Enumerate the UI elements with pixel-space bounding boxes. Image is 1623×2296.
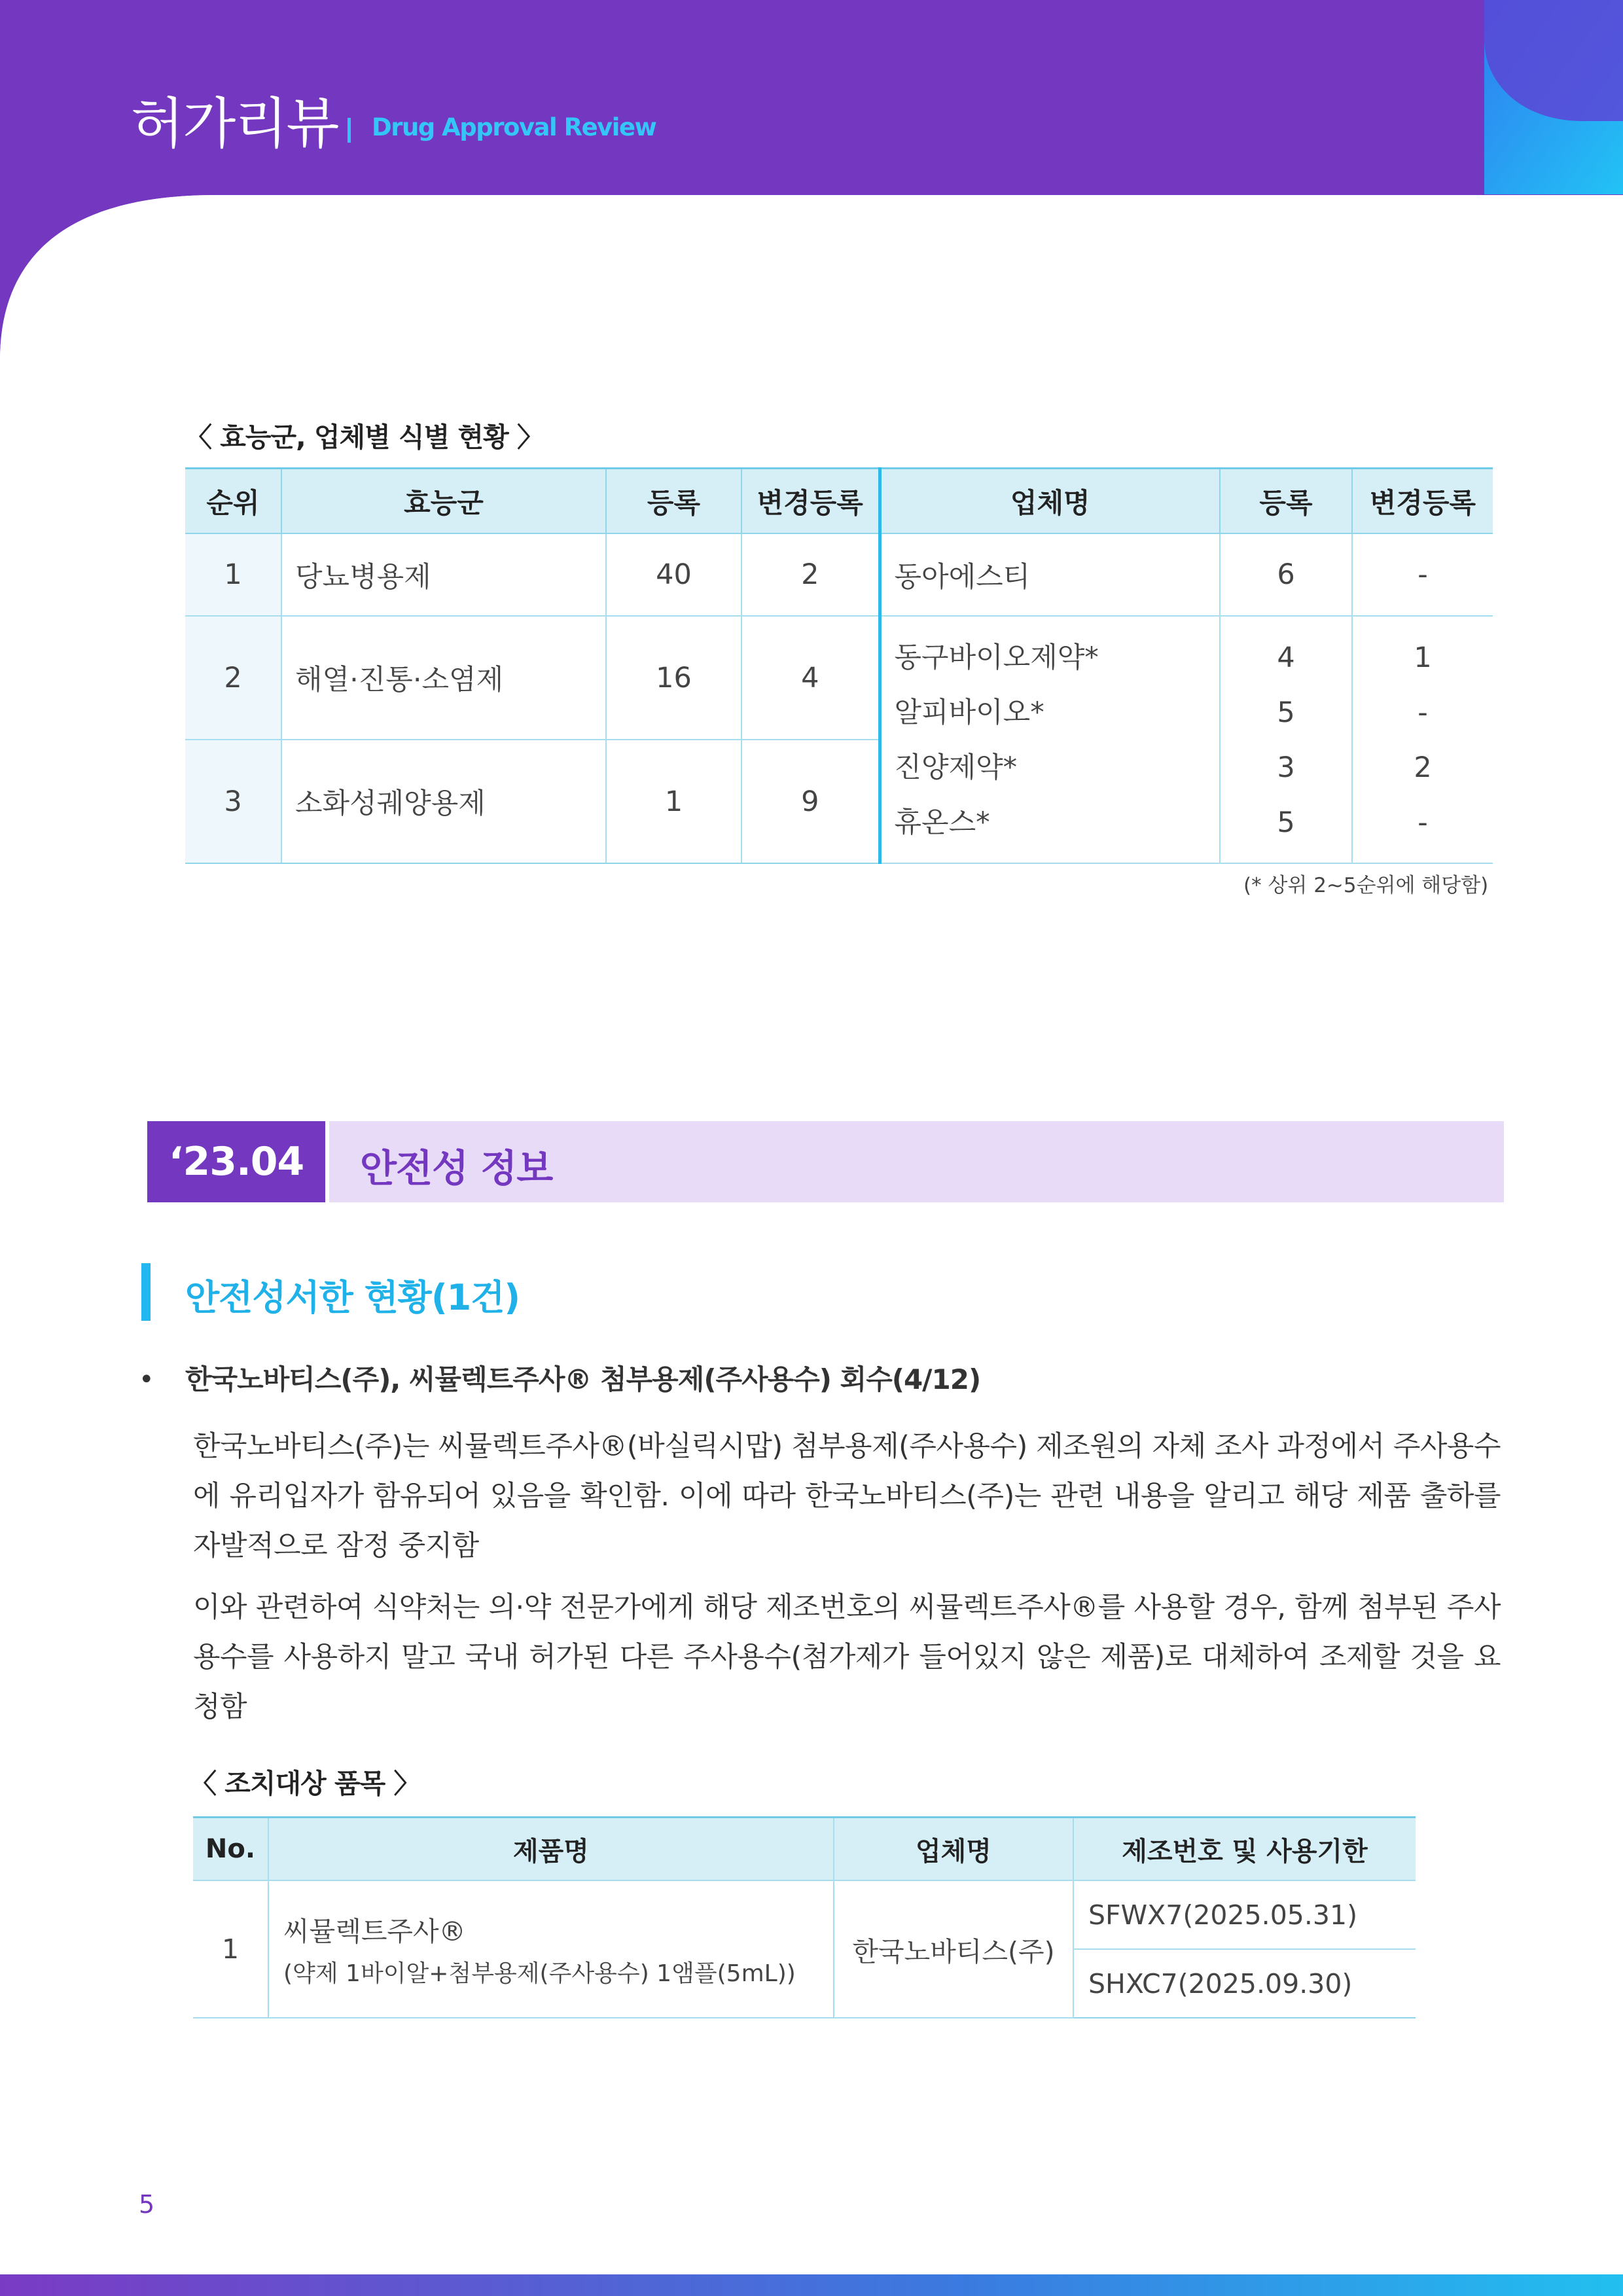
company-cell: 동아에스티 (880, 533, 1220, 616)
paragraph-2: 이와 관련하여 식약처는 의·약 전문가에게 해당 제조번호의 씨뮬렉트주사®를 사용할 경우, 함께 첨부된 주사용수를 사용하지 말고 국내 허가된 다른 주사용수(첨가제가 들어있지 않은 제품)로 대체하여 조제할 것을 요청함 (193, 1591, 1501, 1723)
reg-cell: 16 (606, 616, 741, 740)
table-row (185, 533, 1493, 616)
header-rank: 순위 (185, 469, 281, 534)
header-no: No. (193, 1818, 268, 1881)
company-change-cell: - (1352, 533, 1493, 616)
company-change: - (1418, 696, 1428, 729)
header-lot-expiry: 제조번호 및 사용기한 (1073, 1818, 1416, 1881)
group-cell: 소화성궤양용제 (281, 740, 606, 863)
header-separator (348, 118, 351, 143)
footer-gradient-bar (0, 2274, 1623, 2296)
header-product: 제품명 (268, 1818, 834, 1881)
company-reg-list-cell (1220, 616, 1352, 863)
product-name: 씨뮬렉트주사® (283, 1916, 466, 1947)
company-name: 알피바이오* (894, 696, 1044, 729)
table1-caption: 〈 효능군, 업체별 식별 현황 〉 (185, 422, 544, 453)
table1-footnote: (* 상위 2~5순위에 해당함) (1243, 874, 1489, 897)
recall-target-table (193, 1816, 1416, 2018)
product-detail: (약제 1바이알+첨부용제(주사용수) 1앰플(5mL)) (283, 1960, 796, 1987)
header-company: 업체명 (834, 1818, 1073, 1881)
company-reg: 5 (1277, 806, 1295, 839)
header-efficacy-group: 효능군 (281, 469, 606, 534)
table2-caption: 〈 조치대상 품목 〉 (190, 1768, 420, 1799)
company-reg: 4 (1277, 641, 1295, 674)
item-title: 한국노바티스(주), 씨뮬렉트주사® 첨부용제(주사용수) 회수(4/12) (185, 1363, 981, 1395)
company-list-cell (880, 616, 1220, 863)
header-registration: 등록 (606, 469, 741, 534)
company-cell: 한국노바티스(주) (834, 1880, 1073, 2018)
header-company-change-registration: 변경등록 (1352, 469, 1493, 534)
company-name: 진양제약* (894, 751, 1018, 784)
table-row (185, 616, 1493, 740)
header-corner-decoration (1484, 0, 1623, 194)
table-row (193, 1880, 1416, 1949)
company-change: - (1418, 806, 1428, 839)
change-cell: 4 (741, 616, 880, 740)
section-title: 안전성 정보 (360, 1146, 553, 1191)
no-cell: 1 (193, 1880, 268, 2018)
reg-cell: 40 (606, 533, 741, 616)
header-curve (0, 190, 1623, 360)
company-reg: 5 (1277, 696, 1295, 729)
change-cell: 9 (741, 740, 880, 863)
lot-cell: SFWX7(2025.05.31) (1073, 1880, 1416, 1949)
header-change-registration: 변경등록 (741, 469, 880, 534)
company-reg: 3 (1277, 751, 1295, 784)
company-change-list-cell (1352, 616, 1493, 863)
table-header-row (193, 1818, 1416, 1881)
section-date-badge: ‘23.04 (147, 1121, 325, 1202)
subsection-accent-bar (141, 1263, 151, 1321)
reg-cell: 1 (606, 740, 741, 863)
company-change: 1 (1414, 641, 1432, 674)
rank-cell: 1 (185, 533, 281, 616)
header-subtitle: Drug Approval Review (372, 113, 656, 141)
efficacy-company-table (185, 467, 1493, 864)
header-company: 업체명 (880, 469, 1220, 534)
company-reg-cell: 6 (1220, 533, 1352, 616)
bullet-icon: • (139, 1365, 154, 1395)
page-number: 5 (139, 2190, 155, 2219)
change-cell: 2 (741, 533, 880, 616)
company-name: 동구바이오제약* (894, 641, 1099, 674)
paragraph-1: 한국노바티스(주)는 씨뮬렉트주사®(바실릭시맙) 첨부용제(주사용수) 제조원의 자체 조사 과정에서 주사용수에 유리입자가 함유되어 있음을 확인함. 이에 따라 한국노바티스(주)는 관련 내용을 알리고 해당 제품 출하를 자발적으로 잠정 중지함 (193, 1430, 1501, 1562)
header-title: 허가리뷰 (131, 92, 338, 156)
company-change: 2 (1414, 751, 1432, 784)
group-cell: 해열·진통·소염제 (281, 616, 606, 740)
subsection-title: 안전성서한 현황(1건) (185, 1277, 520, 1318)
group-cell: 당뇨병용제 (281, 533, 606, 616)
rank-cell: 3 (185, 740, 281, 863)
company-name: 휴온스* (894, 806, 990, 839)
header-company-registration: 등록 (1220, 469, 1352, 534)
lot-cell: SHXC7(2025.09.30) (1073, 1949, 1416, 2018)
table-header-row (185, 469, 1493, 534)
rank-cell: 2 (185, 616, 281, 740)
product-cell (268, 1880, 834, 2018)
